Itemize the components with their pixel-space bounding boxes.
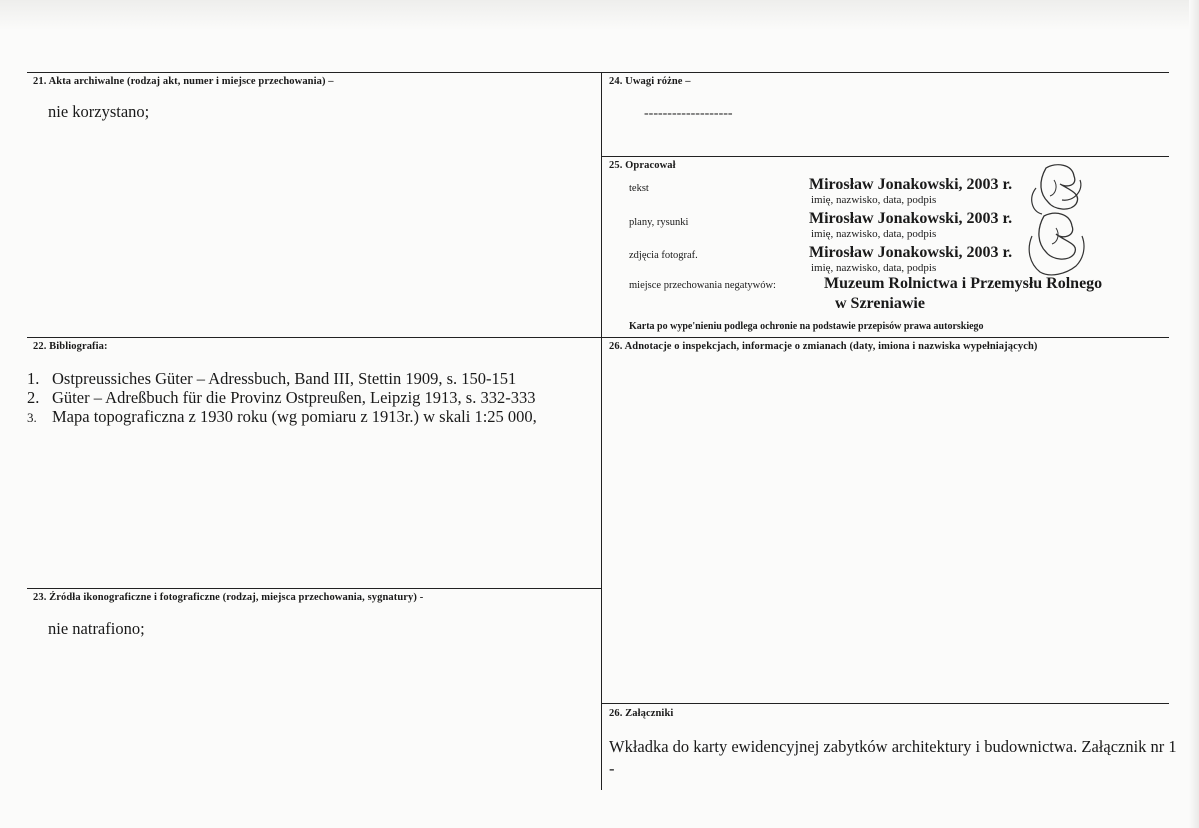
author-row-name: Mirosław Jonakowski, 2003 r. xyxy=(809,244,1013,261)
attachments-content: Wkładka do karty ewidencyjnej zabytków architektury i budownictwa. Załącznik nr 1 - xyxy=(609,737,1177,778)
bibliography-item-number: 1. xyxy=(27,369,40,388)
section-26-annotations-header: 26. Adnotacje o inspekcjach, informacje o zmianach (daty, imiona i nazwiska wypełniających) xyxy=(609,341,1038,352)
divider-22-23 xyxy=(27,588,602,589)
author-row-label: tekst xyxy=(629,183,649,194)
section-25-header: 25. Opracował xyxy=(609,160,676,171)
negatives-location-line2: w Szreniawie xyxy=(835,295,925,312)
author-row-name: Mirosław Jonakowski, 2003 r. xyxy=(809,210,1013,227)
author-row-label: zdjęcia fotograf. xyxy=(629,250,698,261)
section-21-content: nie korzystano; xyxy=(48,102,150,121)
author-row-caption: imię, nazwisko, data, podpis xyxy=(811,194,937,206)
author-row-label: plany, rysunki xyxy=(629,217,689,228)
section-23-content: nie natrafiono; xyxy=(48,619,145,638)
author-row-name: Mirosław Jonakowski, 2003 r. xyxy=(809,176,1013,193)
scan-right-edge xyxy=(1189,0,1199,828)
divider-26-attachments xyxy=(602,703,1169,704)
divider-25-26 xyxy=(602,337,1169,338)
section-23-header: 23. Źródła ikonograficzne i fotograficzne (rodzaj, miejsca przechowania, sygnatury) - xyxy=(33,592,424,603)
section-24-content: ------------------- xyxy=(644,106,733,121)
top-border xyxy=(27,72,1169,73)
scan-top-edge xyxy=(0,0,1199,30)
bibliography-item xyxy=(27,369,516,389)
signature-image xyxy=(1026,160,1090,280)
divider-24-25 xyxy=(602,156,1169,157)
section-24-header: 24. Uwagi różne – xyxy=(609,76,691,87)
copyright-note: Karta po wype'nieniu podlega ochronie na podstawie przepisów prawa autorskiego xyxy=(629,321,984,332)
bibliography-item xyxy=(27,388,535,408)
bibliography-item-text: Mapa topograficzna z 1930 roku (wg pomiaru z 1913r.) w skali 1:25 000, xyxy=(52,407,537,426)
center-divider xyxy=(601,72,602,790)
negatives-label: miejsce przechowania negatywów: xyxy=(629,280,776,291)
bibliography-item-number: 3. xyxy=(27,410,37,425)
bibliography-item-text: Ostpreussiches Güter – Adressbuch, Band III, Stettin 1909, s. 150-151 xyxy=(52,369,517,388)
section-26-attachments-header: 26. Załączniki xyxy=(609,708,674,719)
section-21-header: 21. Akta archiwalne (rodzaj akt, numer i miejsce przechowania) – xyxy=(33,76,334,87)
author-row-caption: imię, nazwisko, data, podpis xyxy=(811,262,937,274)
section-22-header: 22. Bibliografia: xyxy=(33,341,108,352)
bibliography-item xyxy=(27,407,537,427)
negatives-location-line1: Muzeum Rolnictwa i Przemysłu Rolnego xyxy=(824,275,1103,292)
bibliography-item-number: 2. xyxy=(27,388,40,407)
bibliography-item-text: Güter – Adreßbuch für die Provinz Ostpreußen, Leipzig 1913, s. 332-333 xyxy=(52,388,536,407)
author-row-caption: imię, nazwisko, data, podpis xyxy=(811,228,937,240)
divider-21-22 xyxy=(27,337,602,338)
